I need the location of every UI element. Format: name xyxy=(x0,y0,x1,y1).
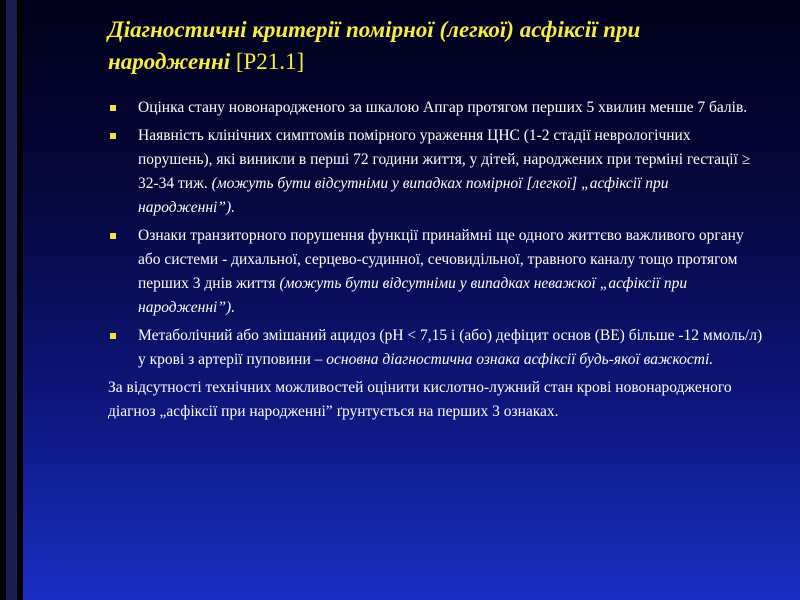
criteria-item xyxy=(108,124,768,220)
criteria-item xyxy=(108,224,768,320)
criteria-italic-note: (можуть бути відсутніми у випадках неважкої „асфіксії при народженні”). xyxy=(138,275,688,316)
criteria-text: Ознаки транзиторного порушення функції принаймні ще одного життєво важливого органу або системи - дихальної, серцево-судинної, сечовидільної, травного каналу тощо протягом перших 3 днів життя xyxy=(138,227,744,292)
slide-body xyxy=(108,96,768,424)
criteria-text: Метаболічний або змішаний ацидоз (рН < 7,15 і (або) дефіцит основ (BE) більше -12 ммоль/л) у крові з артерії пуповини – xyxy=(138,327,763,368)
criteria-italic-note: основна діагностична ознака асфіксії будь-якої важкості. xyxy=(326,351,714,368)
closing-note: За відсутності технічних можливостей оцінити кислотно-лужний стан крові новонародженого діагноз „асфіксії при народженні” ґрунтується на перших 3 ознаках. xyxy=(108,379,732,420)
criteria-item xyxy=(108,324,768,372)
bullet-square-icon xyxy=(110,105,116,111)
criteria-item xyxy=(108,96,768,120)
criteria-list xyxy=(108,96,768,372)
slide-title xyxy=(108,14,768,78)
criteria-italic-note: (можуть бути відсутніми у випадках помірної [легкої] „асфіксії при народженні”). xyxy=(138,175,669,216)
slide-title-code: [Р21.1] xyxy=(235,49,305,74)
criteria-text: Оцінка стану новонародженого за шкалою Апгар протягом перших 5 хвилин менше 7 балів. xyxy=(138,99,748,116)
filmstrip-decoration xyxy=(0,0,23,600)
criteria-text: Наявність клінічних симптомів помірного ураження ЦНС (1-2 стадії неврологічних порушень), які виникли в перші 72 години життя, у дітей, народжених при терміні гестації ≥ 32-34 тиж. xyxy=(138,127,751,192)
bullet-square-icon xyxy=(110,233,116,239)
bullet-square-icon xyxy=(110,333,116,339)
slide-title-text: Діагностичні критерії помірної (легкої) асфіксії при народженні xyxy=(108,17,641,74)
bullet-square-icon xyxy=(110,133,116,139)
